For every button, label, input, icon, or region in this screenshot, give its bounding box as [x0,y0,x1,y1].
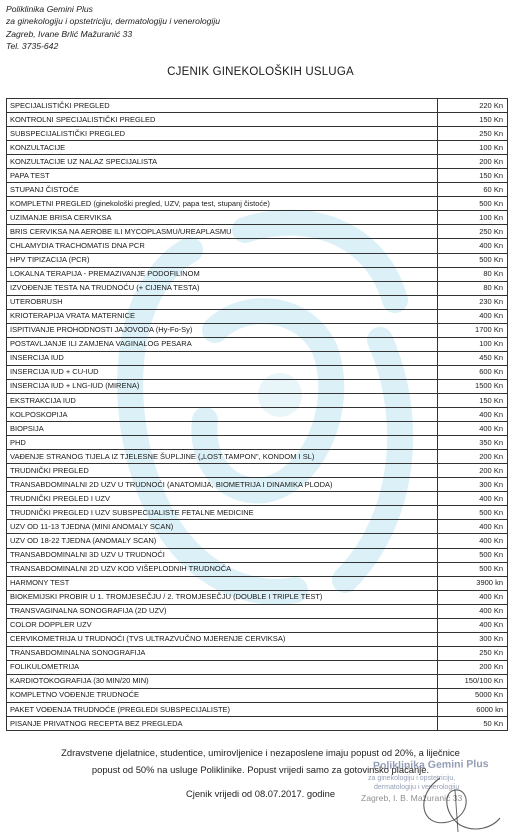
table-row [7,351,508,365]
service-cell: SUBSPECIJALISTIČKI PREGLED [7,127,438,141]
price-cell: 220 Kn [438,99,508,113]
table-row [7,562,508,576]
table-row [7,576,508,590]
clinic-address: Zagreb, Ivane Brlić Mažuranić 33 [6,28,133,39]
service-cell: HARMONY TEST [7,576,438,590]
table-row [7,295,508,309]
price-cell: 80 Kn [438,267,508,281]
service-cell: UZV OD 11-13 TJEDNA (MINI ANOMALY SCAN) [7,520,438,534]
price-cell: 600 Kn [438,365,508,379]
table-row [7,590,508,604]
price-cell: 200 Kn [438,450,508,464]
service-cell: KOMPLETNO VOĐENJE TRUDNOĆE [7,688,438,702]
price-cell: 200 Kn [438,660,508,674]
stamp-line-2: za ginekologiju i opstetriciju, [368,775,456,782]
table-row [7,674,508,688]
table-row [7,141,508,155]
price-cell: 400 Kn [438,492,508,506]
table-row [7,337,508,351]
service-cell: FOLIKULOMETRIJA [7,660,438,674]
clinic-specialties: za ginekologiju i opstetriciju, dermatologiju i venerologiju [6,16,221,27]
service-cell: STUPANJ ČISTOĆE [7,183,438,197]
price-cell: 230 Kn [438,295,508,309]
price-cell: 50 Kn [438,717,508,731]
table-row [7,99,508,113]
service-cell: BIOPSIJA [7,422,438,436]
clinic-header [6,3,220,53]
price-cell: 500 Kn [438,506,508,520]
page-title: CJENIK GINEKOLOŠKIH USLUGA [167,66,354,78]
price-table-body [7,99,508,731]
service-cell: CHLAMYDIA TRACHOMATIS DNA PCR [7,239,438,253]
price-cell: 250 Kn [438,225,508,239]
price-cell: 400 Kn [438,604,508,618]
discount-note-line-2: popust od 50% na usluge Poliklinike. Popust vrijedi samo za gotovinsko plaćanje. [91,764,430,775]
service-cell: TRUDNIČKI PREGLED I UZV [7,492,438,506]
stamp-line-1: Poliklinika Gemini Plus [372,757,489,773]
price-cell: 400 Kn [438,239,508,253]
price-cell: 150 Kn [438,393,508,407]
table-row [7,113,508,127]
table-row [7,253,508,267]
table-row [7,393,508,407]
price-cell: 500 Kn [438,548,508,562]
price-cell: 100 Kn [438,211,508,225]
table-row [7,632,508,646]
table-row [7,422,508,436]
table-row [7,197,508,211]
service-cell: INSERCIJA IUD + LNG-IUD (MIRENA) [7,379,438,393]
table-row [7,534,508,548]
price-cell: 150/100 Kn [438,674,508,688]
service-cell: TRANSABDOMINALNA SONOGRAFIJA [7,646,438,660]
table-row [7,688,508,702]
service-cell: TRUDNIČKI PREGLED [7,464,438,478]
service-cell: KARDIOTOKOGRAFIJA (30 MIN/20 MIN) [7,674,438,688]
price-cell: 1700 Kn [438,323,508,337]
table-row [7,520,508,534]
service-cell: INSERCIJA IUD + CU-IUD [7,365,438,379]
clinic-name: Poliklinika Gemini Plus [6,4,93,14]
price-cell: 300 Kn [438,478,508,492]
clinic-phone: Tel. 3735-642 [6,41,59,52]
service-cell: VAĐENJE STRANOG TIJELA IZ TJELESNE ŠUPLJINE („LOST TAMPON", KONDOM I SL) [7,450,438,464]
price-cell: 250 Kn [438,646,508,660]
service-cell: KOMPLETNI PREGLED (ginekološki pregled, UZV, papa test, stupanj čistoće) [7,197,438,211]
price-cell: 200 Kn [438,155,508,169]
discount-note-line-1: Zdravstvene djelatnice, studentice, umirovljenice i nezaposlene imaju popust od 20%, a liječnice [61,747,460,758]
service-cell: PAPA TEST [7,169,438,183]
service-cell: TRANSVAGINALNA SONOGRAFIJA (2D UZV) [7,604,438,618]
service-cell: TRANSABDOMINALNI 3D UZV U TRUDNOĆI [7,548,438,562]
service-cell: KRIOTERAPIJA VRATA MATERNICE [7,309,438,323]
table-row [7,660,508,674]
service-cell: ISPITIVANJE PROHODNOSTI JAJOVODA (Hy-Fo-Sy) [7,323,438,337]
table-row [7,127,508,141]
table-row [7,464,508,478]
price-cell: 400 Kn [438,422,508,436]
price-cell: 80 Kn [438,281,508,295]
service-cell: PISANJE PRIVATNOG RECEPTA BEZ PREGLEDA [7,717,438,731]
table-row [7,478,508,492]
table-row [7,604,508,618]
price-cell: 500 Kn [438,197,508,211]
service-cell: LOKALNA TERAPIJA - PREMAZIVANJE PODOFILINOM [7,267,438,281]
service-cell: TRANSABDOMINALNI 2D UZV U TRUDNOĆI (ANATOMIJA, BIOMETRIJA I DINAMIKA PLODA) [7,478,438,492]
price-cell: 400 Kn [438,618,508,632]
price-cell: 100 Kn [438,141,508,155]
service-cell: CERVIKOMETRIJA U TRUDNOĆI (TVS ULTRAZVUČNO MJERENJE CERVIKSA) [7,632,438,646]
price-cell: 500 Kn [438,562,508,576]
table-row [7,211,508,225]
service-cell: POSTAVLJANJE ILI ZAMJENA VAGINALOG PESARA [7,337,438,351]
table-row [7,169,508,183]
price-cell: 3900 kn [438,576,508,590]
price-table [6,98,508,731]
price-cell: 5000 Kn [438,688,508,702]
price-cell: 400 Kn [438,534,508,548]
table-row [7,281,508,295]
service-cell: HPV TIPIZACIJA (PCR) [7,253,438,267]
price-cell: 350 Kn [438,436,508,450]
price-cell: 400 Kn [438,309,508,323]
table-row [7,717,508,731]
table-row [7,225,508,239]
stamp-line-4: Zagreb, I. B. Mažuranić 33 [361,793,463,803]
price-cell: 200 Kn [438,464,508,478]
service-cell: IZVOĐENJE TESTA NA TRUDNOĆU (+ CIJENA TESTA) [7,281,438,295]
service-cell: PHD [7,436,438,450]
service-cell: TRANSABDOMINALNI 2D UZV KOD VIŠEPLODNIH TRUDNOĆA [7,562,438,576]
table-row [7,183,508,197]
service-cell: TRUDNIČKI PREGLED I UZV SUBSPECIJALISTE FETALNE MEDICINE [7,506,438,520]
service-cell: UZV OD 18-22 TJEDNA (ANOMALY SCAN) [7,534,438,548]
table-row [7,239,508,253]
service-cell: KOLPOSKOPIJA [7,408,438,422]
table-row [7,492,508,506]
table-row [7,365,508,379]
price-cell: 250 Kn [438,127,508,141]
table-row [7,703,508,717]
service-cell: PAKET VOĐENJA TRUDNOĆE (PREGLEDI SUBSPECIJALISTE) [7,703,438,717]
table-row [7,618,508,632]
price-cell: 400 Kn [438,520,508,534]
price-cell: 400 Kn [438,408,508,422]
price-cell: 150 Kn [438,113,508,127]
signature-icon [400,770,510,838]
service-cell: COLOR DOPPLER UZV [7,618,438,632]
price-cell: 100 Kn [438,337,508,351]
service-cell: UZIMANJE BRISA CERVIKSA [7,211,438,225]
table-row [7,450,508,464]
service-cell: UTEROBRUSH [7,295,438,309]
table-row [7,323,508,337]
service-cell: KONZULTACIJE [7,141,438,155]
validity-date: Cjenik vrijedi od 08.07.2017. godine [185,788,336,799]
service-cell: EKSTRAKCIJA IUD [7,393,438,407]
stamp-line-3: dermatologiju i venerologiju [374,784,460,791]
price-cell: 400 Kn [438,590,508,604]
table-row [7,309,508,323]
table-row [7,267,508,281]
table-row [7,548,508,562]
price-cell: 60 Kn [438,183,508,197]
price-cell: 300 Kn [438,632,508,646]
table-row [7,506,508,520]
price-cell: 1500 Kn [438,379,508,393]
price-cell: 450 Kn [438,351,508,365]
service-cell: KONZULTACIJE UZ NALAZ SPECIJALISTA [7,155,438,169]
table-row [7,379,508,393]
service-cell: KONTROLNI SPECIJALISTIČKI PREGLED [7,113,438,127]
price-cell: 6000 kn [438,703,508,717]
price-cell: 150 Kn [438,169,508,183]
service-cell: INSERCIJA IUD [7,351,438,365]
service-cell: SPECIJALISTIČKI PREGLED [7,99,438,113]
service-cell: BRIS CERVIKSA NA AEROBE ILI MYCOPLASMU/UREAPLASMU [7,225,438,239]
table-row [7,646,508,660]
price-cell: 500 Kn [438,253,508,267]
table-row [7,436,508,450]
service-cell: BIOKEMIJSKI PROBIR U 1. TROMJESEČJU / 2. TROMJESEČJU (DOUBLE I TRIPLE TEST) [7,590,438,604]
table-row [7,408,508,422]
table-row [7,155,508,169]
